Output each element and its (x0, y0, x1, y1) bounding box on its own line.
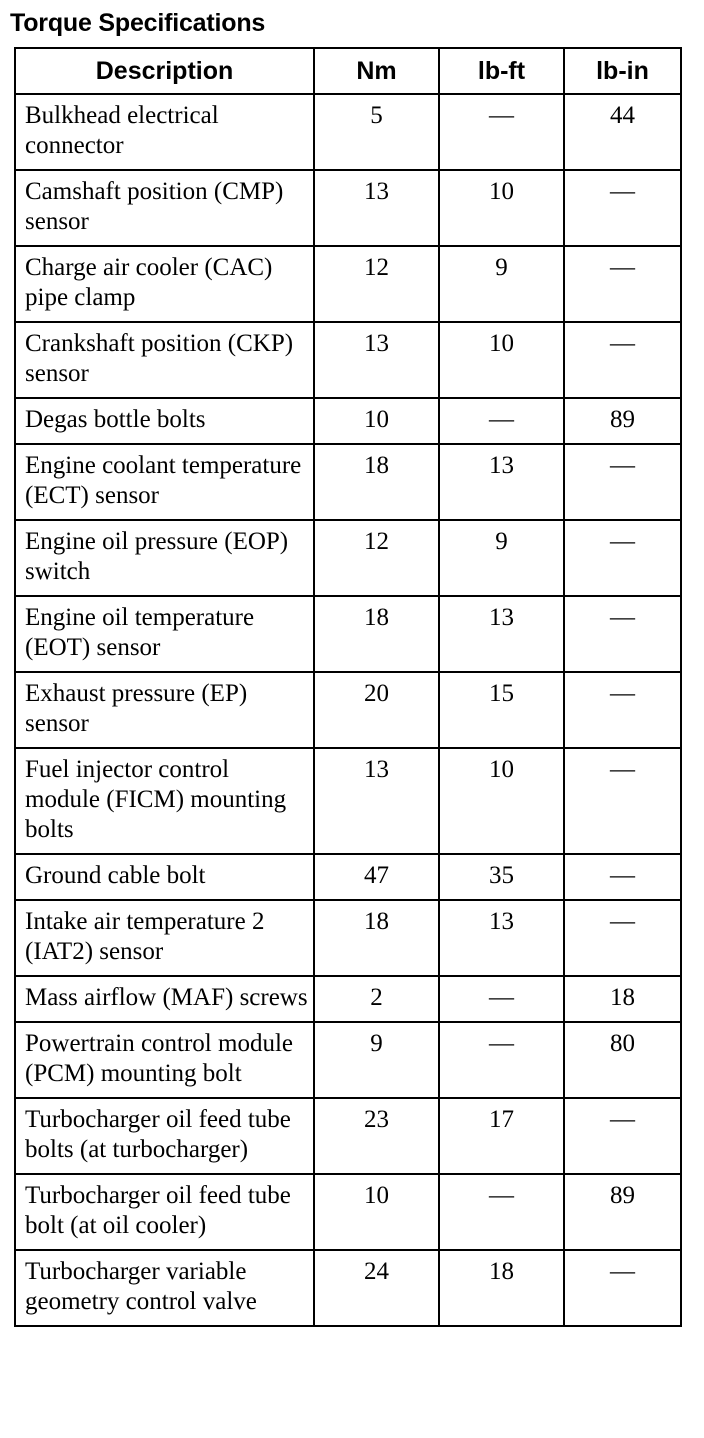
lb-in-cell: — (564, 854, 681, 900)
nm-cell: 13 (314, 322, 439, 398)
nm-cell: 5 (314, 94, 439, 170)
lb-in-cell: — (564, 900, 681, 976)
nm-cell: 12 (314, 246, 439, 322)
nm-cell: 13 (314, 170, 439, 246)
table-row (15, 170, 681, 246)
lb-ft-cell: 17 (439, 1098, 564, 1174)
description-cell: Fuel injector control module (FICM) mounting bolts (15, 748, 314, 854)
nm-cell: 10 (314, 1174, 439, 1250)
lb-ft-cell: 9 (439, 246, 564, 322)
nm-cell: 20 (314, 672, 439, 748)
lb-in-cell: — (564, 1250, 681, 1326)
lb-ft-cell: 13 (439, 444, 564, 520)
lb-ft-cell: 10 (439, 322, 564, 398)
description-cell: Crankshaft position (CKP) sensor (15, 322, 314, 398)
description-cell: Degas bottle bolts (15, 398, 314, 444)
description-cell: Mass airflow (MAF) screws (15, 976, 314, 1022)
column-header-nm: Nm (314, 48, 439, 94)
lb-ft-cell: 13 (439, 596, 564, 672)
table-row (15, 322, 681, 398)
table-row (15, 596, 681, 672)
table-row (15, 246, 681, 322)
table-row (15, 748, 681, 854)
nm-cell: 18 (314, 444, 439, 520)
nm-cell: 18 (314, 900, 439, 976)
lb-in-cell: — (564, 322, 681, 398)
table-row (15, 900, 681, 976)
lb-in-cell: 89 (564, 398, 681, 444)
lb-in-cell: — (564, 520, 681, 596)
description-cell: Charge air cooler (CAC) pipe clamp (15, 246, 314, 322)
table-header-row (15, 48, 681, 94)
lb-in-cell: — (564, 246, 681, 322)
lb-in-cell: — (564, 170, 681, 246)
nm-cell: 9 (314, 1022, 439, 1098)
table-row (15, 1022, 681, 1098)
lb-in-cell: 89 (564, 1174, 681, 1250)
lb-in-cell: — (564, 672, 681, 748)
lb-ft-cell: — (439, 1174, 564, 1250)
description-cell: Turbocharger variable geometry control valve (15, 1250, 314, 1326)
table-row (15, 398, 681, 444)
nm-cell: 2 (314, 976, 439, 1022)
description-cell: Engine oil temperature (EOT) sensor (15, 596, 314, 672)
table-row (15, 1250, 681, 1326)
lb-ft-cell: — (439, 1022, 564, 1098)
description-cell: Turbocharger oil feed tube bolts (at turbocharger) (15, 1098, 314, 1174)
lb-in-cell: — (564, 748, 681, 854)
page-title: Torque Specifications (10, 9, 266, 37)
nm-cell: 24 (314, 1250, 439, 1326)
lb-ft-cell: 9 (439, 520, 564, 596)
lb-ft-cell: 13 (439, 900, 564, 976)
lb-ft-cell: 10 (439, 170, 564, 246)
lb-in-cell: — (564, 1098, 681, 1174)
lb-in-cell: 80 (564, 1022, 681, 1098)
nm-cell: 10 (314, 398, 439, 444)
table-row (15, 1174, 681, 1250)
table-row (15, 672, 681, 748)
nm-cell: 18 (314, 596, 439, 672)
table-row (15, 94, 681, 170)
lb-in-cell: — (564, 444, 681, 520)
nm-cell: 13 (314, 748, 439, 854)
description-cell: Bulkhead electrical connector (15, 94, 314, 170)
description-cell: Intake air temperature 2 (IAT2) sensor (15, 900, 314, 976)
description-cell: Engine coolant temperature (ECT) sensor (15, 444, 314, 520)
table-row (15, 854, 681, 900)
column-header-lb-ft: lb-ft (439, 48, 564, 94)
lb-in-cell: 18 (564, 976, 681, 1022)
lb-in-cell: — (564, 596, 681, 672)
description-cell: Turbocharger oil feed tube bolt (at oil cooler) (15, 1174, 314, 1250)
lb-in-cell: 44 (564, 94, 681, 170)
lb-ft-cell: 15 (439, 672, 564, 748)
table-row (15, 1098, 681, 1174)
table-row (15, 520, 681, 596)
lb-ft-cell: 10 (439, 748, 564, 854)
column-header-lb-in: lb-in (564, 48, 681, 94)
column-header-description: Description (15, 48, 314, 94)
nm-cell: 12 (314, 520, 439, 596)
description-cell: Powertrain control module (PCM) mounting bolt (15, 1022, 314, 1098)
table-row (15, 444, 681, 520)
nm-cell: 47 (314, 854, 439, 900)
lb-ft-cell: 35 (439, 854, 564, 900)
nm-cell: 23 (314, 1098, 439, 1174)
lb-ft-cell: — (439, 398, 564, 444)
description-cell: Ground cable bolt (15, 854, 314, 900)
table-body (15, 94, 681, 1326)
lb-ft-cell: — (439, 976, 564, 1022)
torque-spec-table (14, 47, 682, 1327)
lb-ft-cell: 18 (439, 1250, 564, 1326)
description-cell: Engine oil pressure (EOP) switch (15, 520, 314, 596)
description-cell: Exhaust pressure (EP) sensor (15, 672, 314, 748)
description-cell: Camshaft position (CMP) sensor (15, 170, 314, 246)
table-row (15, 976, 681, 1022)
lb-ft-cell: — (439, 94, 564, 170)
